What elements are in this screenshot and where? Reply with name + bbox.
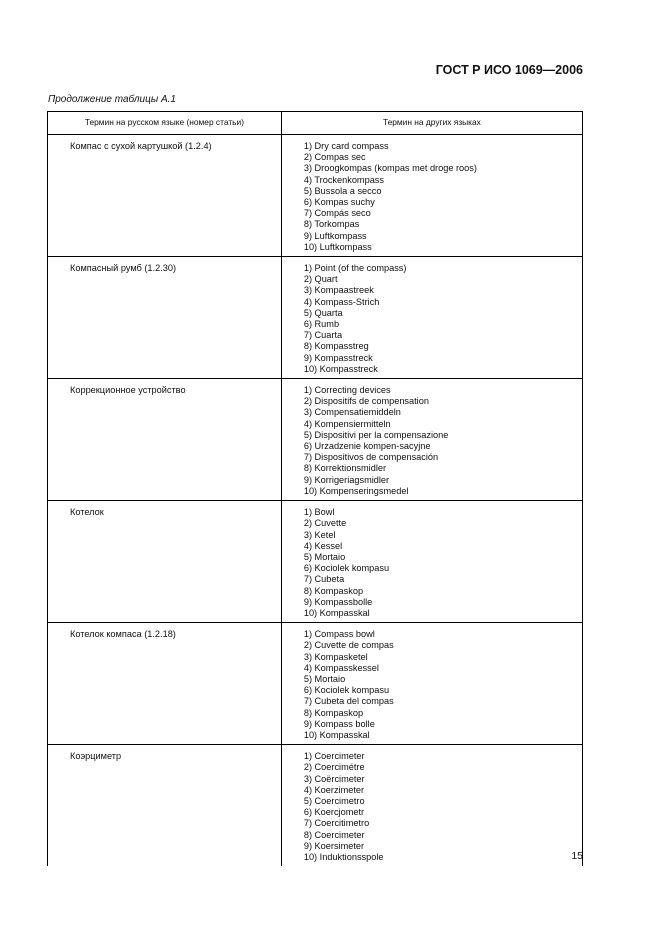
translation-item: 9) Koersimeter: [303, 840, 365, 851]
translation-item: 7) Compás seco: [303, 208, 371, 219]
russian-term: Коррекционное устройство: [70, 385, 186, 396]
translation-item: 5) Mortaio: [303, 673, 346, 684]
translation-item: 7) Cubeta: [303, 574, 345, 585]
translation-item: 8) Torkompas: [303, 219, 360, 230]
translation-item: 2) Dispositifs de compensation: [303, 396, 429, 407]
translation-item: 4) Kessel: [303, 540, 343, 551]
russian-term-cell: [48, 745, 282, 867]
translation-item: 2) Cuvette de compas: [303, 640, 394, 651]
translations-cell: [281, 135, 582, 257]
translation-item: 7) Dispositivos de compensación: [303, 452, 439, 463]
translations-cell: [281, 623, 582, 745]
translation-item: 5) Mortaio: [303, 551, 346, 562]
translation-item: 6) Kompas suchy: [303, 197, 375, 208]
russian-term-cell: [48, 257, 282, 379]
translation-item: 4) Koerzimeter: [303, 784, 365, 795]
translation-item: 3) Kompasketel: [303, 651, 368, 662]
translation-list: [282, 501, 582, 622]
translation-item: 3) Kompaastreek: [303, 285, 374, 296]
column-header-russian: Термин на русском языке (номер статьи): [48, 112, 282, 135]
table-row: [48, 501, 583, 623]
translation-item: 5) Quarta: [303, 307, 343, 318]
translations-cell: [281, 745, 582, 867]
document-code: ГОСТ Р ИСО 1069—2006: [435, 63, 583, 77]
translation-item: 7) Cuarta: [303, 330, 343, 341]
table-row: [48, 379, 583, 501]
russian-term-cell: [48, 379, 282, 501]
translation-item: 6) Kociolek kompasu: [303, 563, 390, 574]
translation-item: 10) Induktionsspole: [303, 851, 384, 862]
translation-list: [282, 257, 582, 378]
translation-item: 1) Dry card compass: [303, 141, 389, 151]
translation-item: 1) Bowl: [303, 507, 335, 518]
translation-item: 3) Ketel: [303, 529, 336, 540]
translation-item: 9) Kompasstreck: [303, 352, 373, 363]
translation-item: 6) Rumb: [303, 319, 340, 330]
translation-item: 7) Coercitimetro: [303, 818, 370, 829]
translation-item: 8) Korrektionsmidler: [303, 463, 387, 474]
translation-item: 1) Correcting devices: [303, 385, 391, 396]
translations-cell: [281, 501, 582, 623]
translation-item: 2) Compas sec: [303, 152, 366, 163]
table-row: [48, 745, 583, 867]
translation-item: 6) Kociolek kompasu: [303, 685, 390, 696]
translation-list: [282, 379, 582, 500]
russian-term: Компасный румб (1.2.30): [70, 263, 177, 274]
translation-item: 5) Bussola a secco: [303, 185, 382, 196]
table-header-row: [48, 112, 583, 135]
translation-item: 6) Koercjometr: [303, 807, 365, 818]
russian-term: Котелок компаса (1.2.18): [70, 629, 176, 640]
translation-item: 8) Kompasstreg: [303, 341, 369, 352]
page-number: 15: [571, 850, 583, 862]
translation-item: 2) Cuvette: [303, 518, 347, 529]
translation-item: 5) Dispositivi per la compensazione: [303, 429, 449, 440]
russian-term: Компас с сухой картушкой (1.2.4): [70, 141, 212, 151]
table-body: [48, 135, 583, 867]
table-row: [48, 623, 583, 745]
column-header-other-languages: Термин на других языках: [281, 112, 582, 135]
translation-item: 4) Trockenkompass: [303, 174, 384, 185]
russian-term-cell: [48, 135, 282, 257]
translation-item: 8) Kompaskop: [303, 707, 364, 718]
translation-item: 10) Kompenseringsmedel: [303, 485, 409, 496]
russian-term-cell: [48, 501, 282, 623]
translation-item: 9) Korrigeriagsmidler: [303, 474, 390, 485]
translation-item: 10) Luftkompass: [303, 241, 372, 252]
translation-item: 9) Kompassbolle: [303, 596, 373, 607]
translation-item: 10) Kompasskal: [303, 607, 370, 618]
translation-item: 3) Coërcimeter: [303, 773, 365, 784]
translation-list: [282, 135, 582, 256]
translation-item: 10) Kompasskal: [303, 729, 370, 740]
translation-item: 6) Urzadzenie kompen-sacyjne: [303, 441, 431, 452]
table-caption: Продолжение таблицы А.1: [48, 94, 176, 105]
translation-item: 4) Kompasskessel: [303, 662, 379, 673]
russian-term: Котелок: [70, 507, 104, 518]
translation-item: 3) Droogkompas (kompas met droge roos): [303, 163, 477, 174]
translation-item: 10) Kompasstreck: [303, 363, 378, 374]
translation-item: 7) Cubeta del compas: [303, 696, 394, 707]
table-row: [48, 135, 583, 257]
translation-item: 3) Compensatiemiddeln: [303, 407, 401, 418]
translation-item: 4) Kompass-Strich: [303, 296, 380, 307]
translation-item: 2) Coercimétre: [303, 762, 365, 773]
translation-item: 2) Quart: [303, 274, 338, 285]
terms-table: [47, 111, 583, 866]
translation-item: 8) Coercimeter: [303, 829, 365, 840]
translation-item: 4) Kompensiermitteln: [303, 418, 391, 429]
translation-list: [282, 623, 582, 744]
translations-cell: [281, 379, 582, 501]
russian-term-cell: [48, 623, 282, 745]
translation-item: 1) Point (of the compass): [303, 263, 407, 274]
translation-item: 1) Compass bowl: [303, 629, 375, 640]
translations-cell: [281, 257, 582, 379]
russian-term: Коэрциметр: [70, 751, 122, 762]
translation-item: 9) Luftkompass: [303, 230, 367, 241]
translation-item: 8) Kompaskop: [303, 585, 364, 596]
translation-item: 5) Coercimetro: [303, 795, 365, 806]
translation-list: [282, 745, 582, 866]
translation-item: 1) Coercimeter: [303, 751, 365, 762]
translation-item: 9) Kompass bolle: [303, 718, 375, 729]
table-row: [48, 257, 583, 379]
